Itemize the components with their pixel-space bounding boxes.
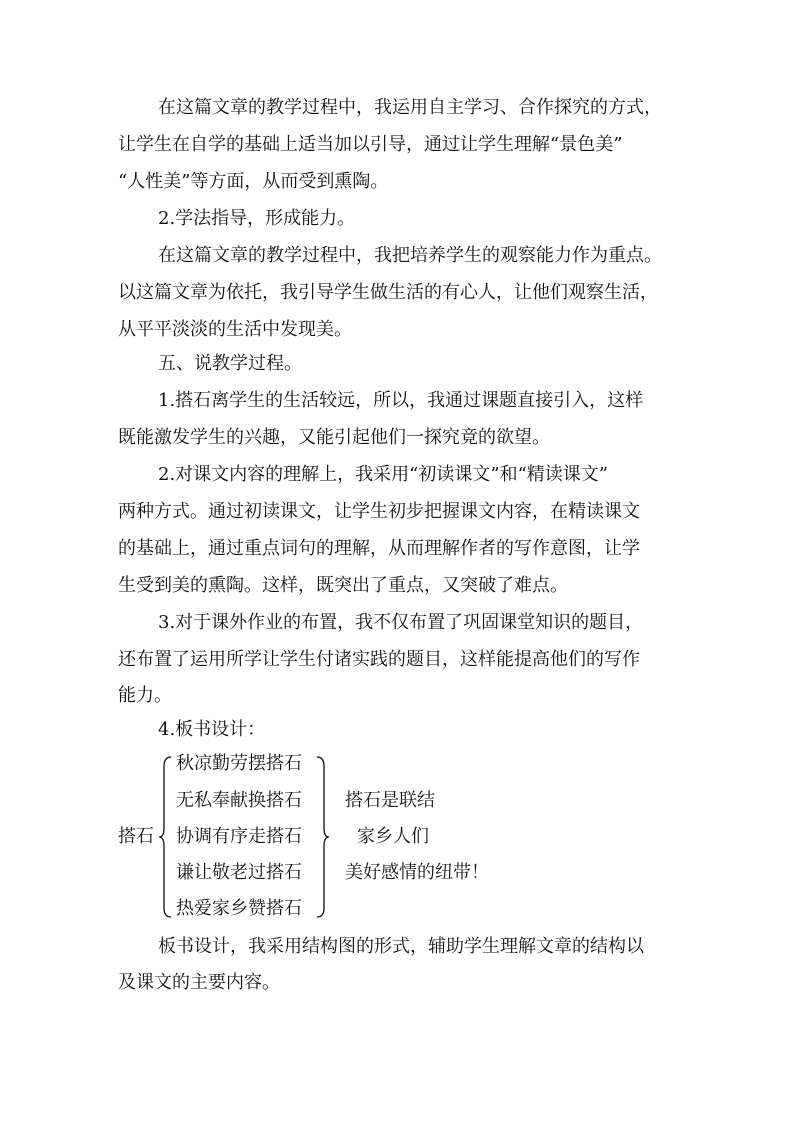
board-root-label: 搭石 bbox=[118, 826, 154, 847]
paragraph-line: 及课文的主要内容。 bbox=[118, 972, 280, 993]
paragraph-line: 的基础上，通过重点词句的理解，从而理解作者的写作意图，让学 bbox=[118, 538, 640, 559]
section-heading: 4.板书设计： bbox=[158, 719, 266, 740]
paragraph-line: “人性美”等方面，从而受到熏陶。 bbox=[118, 171, 389, 192]
board-conclusion-2: 家乡人们 bbox=[357, 826, 429, 847]
board-branch-5: 热爱家乡赞搭石 bbox=[176, 898, 302, 919]
right-brace-icon bbox=[316, 756, 330, 918]
paragraph-line: 从平平淡淡的生活中发现美。 bbox=[118, 319, 352, 340]
paragraph-line: 1.搭石离学生的生活较远，所以，我通过课题直接引入，这样 bbox=[158, 390, 644, 411]
paragraph-line: 生受到美的熏陶。这样，既突出了重点，又突破了难点。 bbox=[118, 575, 568, 596]
paragraph-line: 以这篇文章为依托，我引导学生做生活的有心人，让他们观察生活， bbox=[118, 282, 658, 303]
paragraph-line: 既能激发学生的兴趣，又能引起他们一探究竟的欲望。 bbox=[118, 427, 550, 448]
board-conclusion-1: 搭石是联结 bbox=[345, 790, 435, 811]
board-branch-3: 协调有序走搭石 bbox=[176, 826, 302, 847]
section-heading: 五、说教学过程。 bbox=[158, 353, 302, 374]
paragraph-line: 2.对课文内容的理解上，我采用“初读课文”和“精读课文” bbox=[158, 464, 608, 485]
section-heading: 2.学法指导，形成能力。 bbox=[158, 208, 356, 229]
paragraph-line: 还布置了运用所学让学生付诸实践的题目，这样能提高他们的写作 bbox=[118, 649, 640, 670]
left-brace-icon bbox=[158, 756, 172, 918]
board-branch-1: 秋凉勤劳摆搭石 bbox=[176, 753, 302, 774]
paragraph-line: 在这篇文章的教学过程中，我运用自主学习、合作探究的方式， bbox=[158, 97, 662, 118]
paragraph-line: 让学生在自学的基础上适当加以引导，通过让学生理解“景色美” bbox=[118, 134, 623, 155]
board-branch-4: 谦让敬老过搭石 bbox=[176, 862, 302, 883]
board-conclusion-3: 美好感情的纽带！ bbox=[345, 862, 489, 883]
paragraph-line: 在这篇文章的教学过程中，我把培养学生的观察能力作为重点。 bbox=[158, 245, 662, 266]
paragraph-line: 3.对于课外作业的布置，我不仅布置了巩固课堂知识的题目， bbox=[158, 612, 644, 633]
paragraph-line: 两种方式。通过初读课文，让学生初步把握课文内容，在精读课文 bbox=[118, 501, 640, 522]
paragraph-line: 板书设计，我采用结构图的形式，辅助学生理解文章的结构以 bbox=[158, 936, 644, 957]
board-branch-2: 无私奉献换搭石 bbox=[176, 790, 302, 811]
paragraph-line: 能力。 bbox=[118, 685, 172, 706]
